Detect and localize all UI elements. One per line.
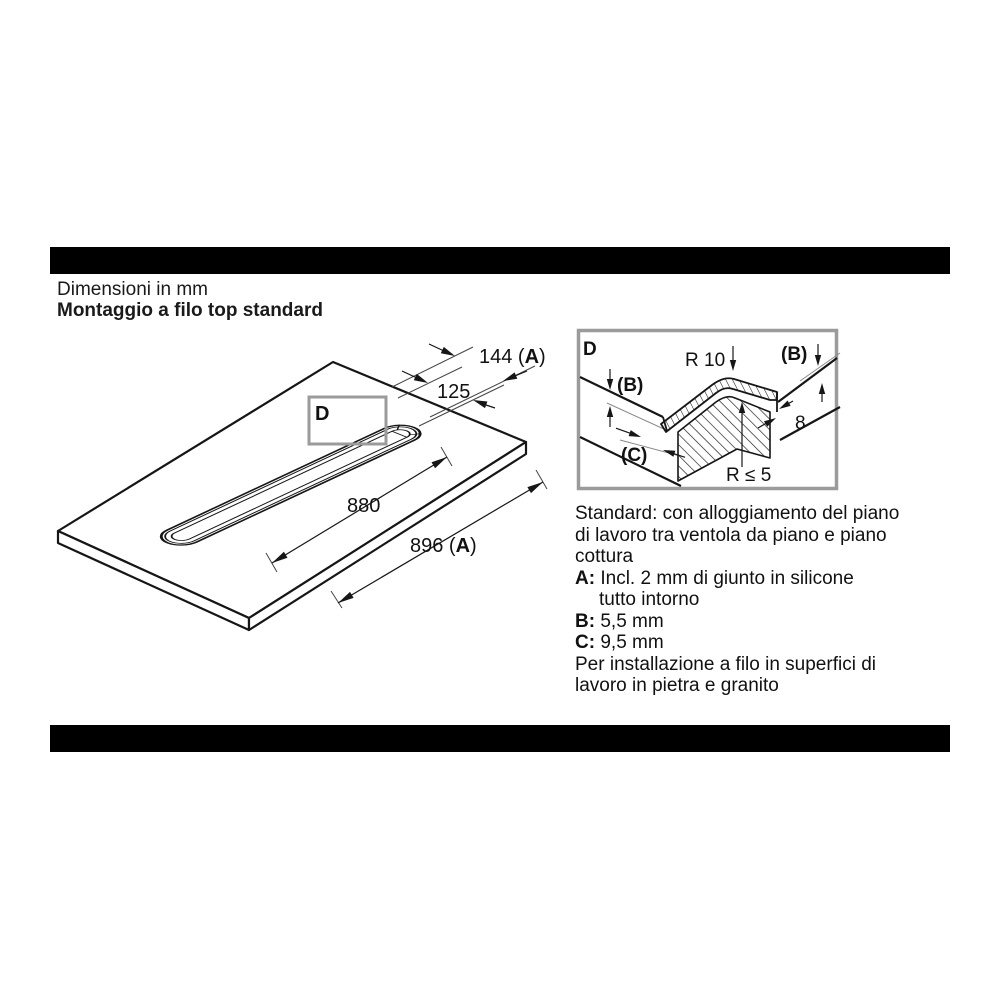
svg-text:144 (A): 144 (A) — [479, 346, 546, 368]
stone-note-line: Per installazione a filo in superfici di — [575, 653, 876, 675]
header — [57, 279, 323, 321]
detail-marker-label: D — [315, 403, 330, 425]
dimension-144 — [429, 344, 546, 381]
installation-notes — [575, 503, 960, 697]
standard-note-line: di lavoro tra ventola da piano e piano — [575, 524, 887, 546]
worktop-isometric-drawing — [0, 330, 580, 670]
svg-text:880: 880 — [347, 495, 381, 517]
detail-8-label: 8 — [795, 413, 806, 434]
dimensions-note: Dimensioni in mm — [57, 279, 208, 300]
standard-note-line: cottura — [575, 546, 634, 567]
top-divider-bar — [50, 247, 950, 274]
standard-note-line: Standard: con alloggiamento del piano — [575, 503, 900, 524]
stone-note-line: lavoro in pietra e granito — [575, 675, 779, 696]
detail-marker: D — [583, 339, 597, 360]
detail-radius-bottom-label: R ≤ 5 — [726, 465, 772, 486]
legend-b-line: B: 5,5 mm — [575, 610, 664, 632]
svg-text:896 (A): 896 (A) — [410, 535, 477, 557]
svg-text:125: 125 — [437, 381, 471, 403]
legend-a-line2: tutto intorno — [599, 589, 700, 610]
bottom-divider-bar — [50, 725, 950, 752]
detail-b-right-label: (B) — [781, 344, 808, 365]
detail-radius-top-label: R 10 — [685, 350, 726, 371]
legend-c-line: C: 9,5 mm — [575, 632, 664, 653]
legend-a-line: A: Incl. 2 mm di giunto in silicone — [575, 567, 854, 589]
detail-c-label: (C) — [621, 445, 648, 466]
detail-b-left-label: (B) — [617, 375, 644, 396]
page-title: Montaggio a filo top standard — [57, 300, 323, 321]
detail-cross-section — [575, 328, 842, 494]
